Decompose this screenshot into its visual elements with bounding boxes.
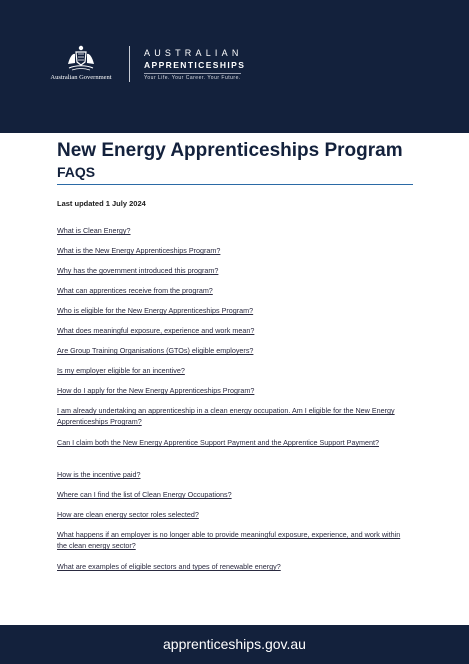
faq-link-who-is-eligible[interactable]: Who is eligible for the New Energy Apprenticeships Program? [57, 306, 254, 315]
faq-link-what-can-apprentices-receive[interactable]: What can apprentices receive from the program? [57, 286, 213, 295]
faq-link-how-to-apply[interactable]: How do I apply for the New Energy Apprenticeships Program? [57, 386, 255, 395]
faq-link-eligible-sectors[interactable]: What are examples of eligible sectors and types of renewable energy? [57, 562, 281, 571]
faq-link-why-introduced[interactable]: Why has the government introduced this program? [57, 266, 219, 275]
brand-name-line2: APPRENTICESHIPS [144, 60, 246, 70]
faq-link-employer-eligible[interactable]: Is my employer eligible for an incentive? [57, 366, 185, 375]
coat-of-arms-icon [64, 44, 98, 72]
footer-url: apprenticeships.gov.au [163, 636, 306, 652]
page-subtitle: FAQS [57, 164, 96, 180]
title-divider [57, 184, 413, 185]
faq-link-claim-both-payments[interactable]: Can I claim both the New Energy Apprentice Support Payment and the Apprentice Support Payment? [57, 438, 380, 447]
faq-link-meaningful-exposure[interactable]: What does meaningful exposure, experience and work mean? [57, 326, 255, 335]
faq-link-what-is-program[interactable]: What is the New Energy Apprenticeships Program? [57, 246, 221, 255]
brand-tagline: Your Life. Your Career. Your Future. [144, 75, 241, 81]
government-label: Australian Government [50, 74, 112, 81]
header-band [0, 0, 469, 133]
brand-name-line1: AUSTRALIAN [144, 48, 243, 58]
faq-link-how-incentive-paid[interactable]: How is the incentive paid? [57, 470, 141, 479]
faq-link-already-apprentice[interactable]: I am already undertaking an apprenticeship in a clean energy occupation. Am I eligible for the New Energy Apprenticeships Program? [57, 406, 395, 426]
page-title: New Energy Apprenticeships Program [57, 140, 403, 161]
last-updated-date: Last updated 1 July 2024 [57, 199, 146, 208]
logo-divider [129, 46, 130, 82]
faq-link-what-is-clean-energy[interactable]: What is Clean Energy? [57, 226, 131, 235]
faq-link-gto-eligible[interactable]: Are Group Training Organisations (GTOs) eligible employers? [57, 346, 254, 355]
faq-link-occupations-list[interactable]: Where can I find the list of Clean Energy Occupations? [57, 490, 232, 499]
government-logo [44, 44, 118, 86]
faq-link-employer-no-longer-able[interactable]: What happens if an employer is no longer able to provide meaningful exposure, experience, and work within the clean energy sector? [57, 530, 401, 550]
faq-link-roles-selected[interactable]: How are clean energy sector roles selected? [57, 510, 199, 519]
